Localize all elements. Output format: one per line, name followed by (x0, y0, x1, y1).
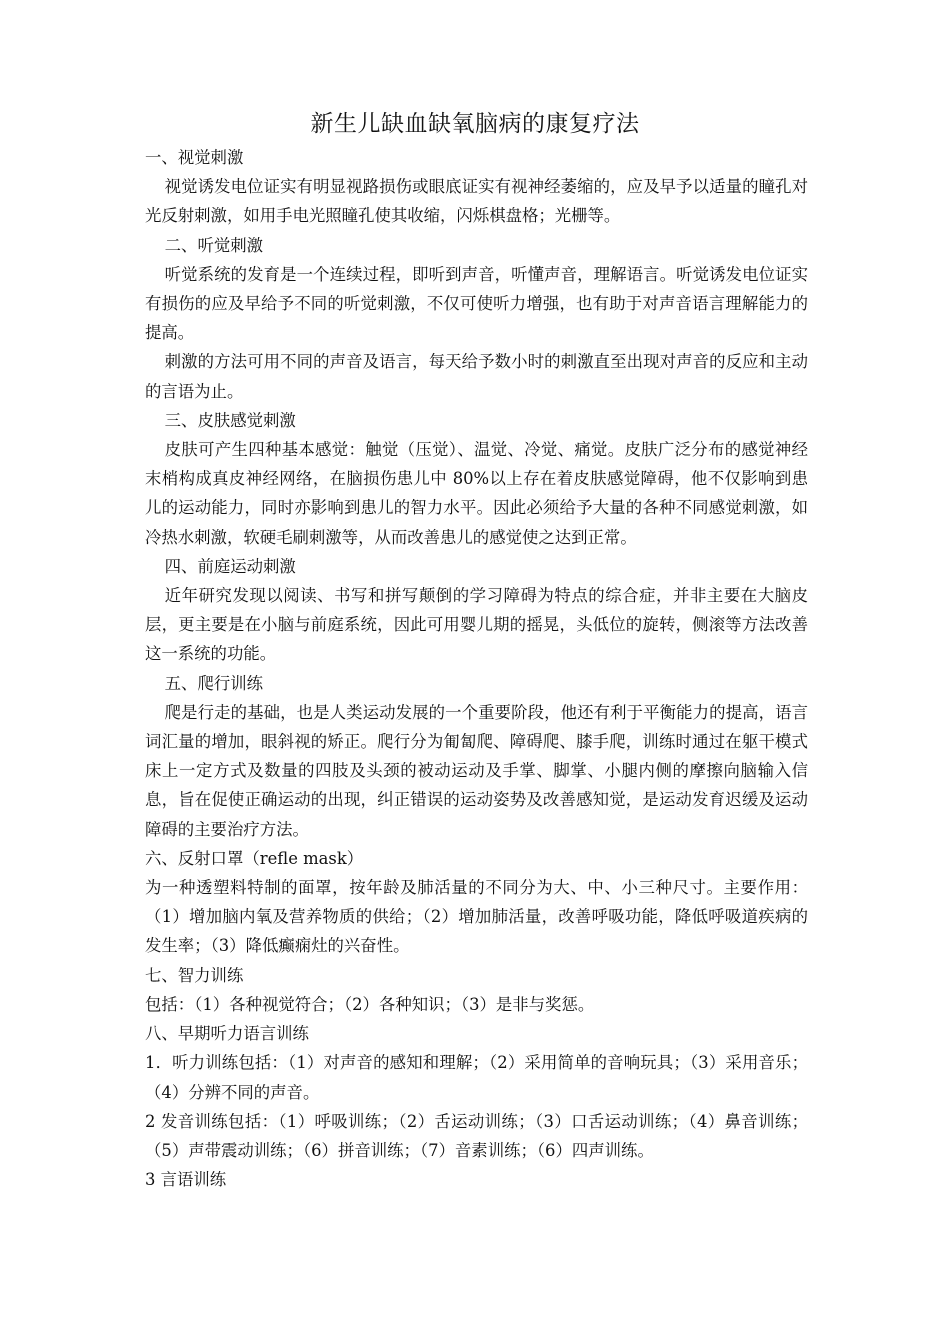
body-paragraph: 听觉系统的发育是一个连续过程，即听到声音，听懂声音，理解语言。听觉诱发电位证实有损伤的应及早给予不同的听觉刺激，不仅可使听力增强，也有助于对声音语言理解能力的提高。 (145, 264, 808, 343)
section-heading: 八、早期听力语言训练 (145, 1024, 309, 1044)
section-heading: 3 言语训练 (145, 1170, 227, 1190)
body-paragraph: 视觉诱发电位证实有明显视路损伤或眼底证实有视神经萎缩的，应及早予以适量的瞳孔对光反射刺激，如用手电光照瞳孔使其收缩，闪烁棋盘格；光栅等。 (145, 177, 808, 226)
body-paragraph: 为一种透塑料特制的面罩，按年龄及肺活量的不同分为大、中、小三种尺寸。主要作用：（1）增加脑内氧及营养物质的供给；（2）增加肺活量，改善呼吸功能，降低呼吸道疾病的发生率；（3）降低癫痫灶的兴奋性。 (145, 878, 808, 956)
body-paragraph: 二、听觉刺激 (164, 235, 264, 255)
section-heading: 一、视觉刺激 (145, 148, 244, 167)
body-paragraph: 四、前庭运动刺激 (164, 556, 296, 576)
section-heading: 七、智力训练 (145, 965, 244, 985)
body-paragraph: 三、皮肤感觉刺激 (164, 410, 296, 430)
section-heading: 六、反射口罩（refle mask） (145, 848, 364, 868)
document-title: 新生儿缺血缺氧脑病的康复疗法 (310, 111, 640, 137)
body-paragraph: 爬是行走的基础，也是人类运动发展的一个重要阶段，他还有利于平衡能力的提高，语言词汇量的增加，眼斜视的矫正。爬行分为匍匐爬、障碍爬、膝手爬，训练时通过在躯干模式床上一定方式及数量的四肢及头颈的被动运动及手掌、脚掌、小腿内侧的摩擦向脑输入信息，旨在促使正确运动的出现，纠正错误的运动姿势及改善感知觉，是运动发育迟缓及运动障碍的主要治疗方法。 (145, 702, 808, 839)
body-paragraph: 刺激的方法可用不同的声音及语言，每天给予数小时的刺激直至出现对声音的反应和主动的言语为止。 (145, 352, 808, 401)
body-paragraph: 包括：（1）各种视觉符合；（2）各种知识；（3）是非与奖惩。 (145, 994, 595, 1014)
body-paragraph: 1．听力训练包括：（1）对声音的感知和理解；（2）采用简单的音响玩具；（3）采用音乐；（4）分辨不同的声音。 (145, 1053, 808, 1102)
body-paragraph: 皮肤可产生四种基本感觉：触觉（压觉）、温觉、冷觉、痛觉。皮肤广泛分布的感觉神经末梢构成真皮神经网络，在脑损伤患儿中 80%以上存在着皮肤感觉障碍，他不仅影响到患儿的运动能力，同时亦影响到患儿的智力水平。因此必须给予大量的各种不同感觉刺激，如冷热水刺激，软硬毛刷刺激等，从而改善患儿的感觉使之达到正常。 (145, 440, 808, 547)
body-paragraph: 五、爬行训练 (164, 673, 264, 693)
body-paragraph: 2 发音训练包括：（1）呼吸训练；（2）舌运动训练；（3）口舌运动训练；（4）鼻音训练；（5）声带震动训练；（6）拼音训练；（7）音素训练；（6）四声训练。 (145, 1111, 808, 1160)
document-body (145, 143, 808, 1194)
body-paragraph: 近年研究发现以阅读、书写和拼写颠倒的学习障碍为特点的综合症，并非主要在大脑皮层，更主要是在小脑与前庭系统，因此可用婴儿期的摇晃，头低位的旋转，侧滚等方法改善这一系统的功能。 (145, 586, 808, 664)
